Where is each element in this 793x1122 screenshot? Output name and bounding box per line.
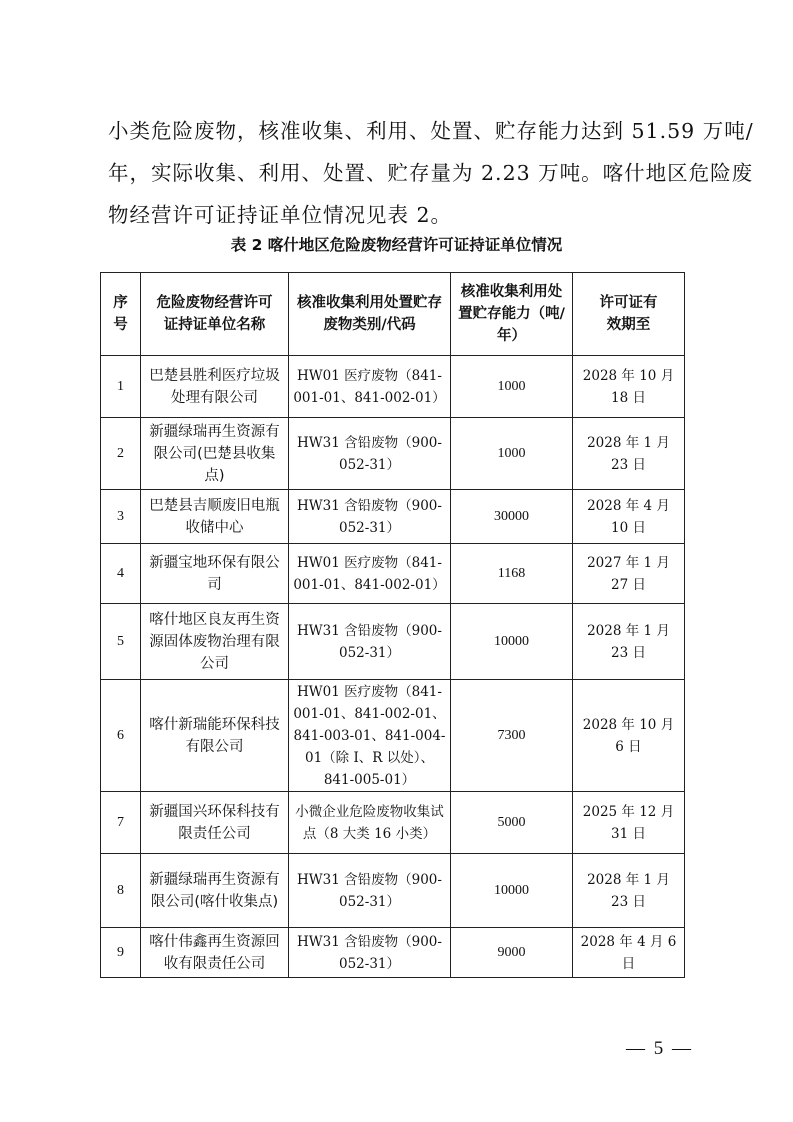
waste-category: HW31 含铅废物（900-052-31） bbox=[289, 928, 451, 978]
capacity: 7300 bbox=[451, 680, 573, 792]
header-unit-name: 危险废物经营许可证持证单位名称 bbox=[141, 273, 289, 356]
waste-category: HW31 含铅废物（900-052-31） bbox=[289, 854, 451, 928]
table-row bbox=[101, 418, 685, 490]
row-index: 9 bbox=[101, 928, 141, 978]
waste-category: 小微企业危险废物收集试点（8 大类 16 小类） bbox=[289, 792, 451, 854]
expiry-date: 2028 年 4 月 6 日 bbox=[573, 928, 685, 978]
unit-name: 喀什伟鑫再生资源回收有限责任公司 bbox=[141, 928, 289, 978]
row-index: 4 bbox=[101, 544, 141, 604]
table-row bbox=[101, 490, 685, 544]
capacity: 1000 bbox=[451, 418, 573, 490]
license-table bbox=[100, 272, 685, 978]
row-index: 3 bbox=[101, 490, 141, 544]
unit-name: 新疆国兴环保科技有限责任公司 bbox=[141, 792, 289, 854]
table-row bbox=[101, 854, 685, 928]
unit-name: 喀什地区良友再生资源固体废物治理有限公司 bbox=[141, 604, 289, 680]
waste-category: HW01 医疗废物（841-001-01、841-002-01） bbox=[289, 356, 451, 418]
table-row bbox=[101, 792, 685, 854]
header-expiry: 许可证有效期至 bbox=[573, 273, 685, 356]
waste-category: HW31 含铅废物（900-052-31） bbox=[289, 604, 451, 680]
table-row bbox=[101, 680, 685, 792]
unit-name: 喀什新瑞能环保科技有限公司 bbox=[141, 680, 289, 792]
expiry-date: 2025 年 12 月 31 日 bbox=[573, 792, 685, 854]
header-capacity: 核准收集利用处置贮存能力（吨/年） bbox=[451, 273, 573, 356]
waste-category: HW31 含铅废物（900-052-31） bbox=[289, 418, 451, 490]
table-row bbox=[101, 604, 685, 680]
row-index: 1 bbox=[101, 356, 141, 418]
header-index: 序号 bbox=[101, 273, 141, 356]
waste-category: HW01 医疗废物（841-001-01、841-002-01） bbox=[289, 544, 451, 604]
expiry-date: 2028 年 1 月 23 日 bbox=[573, 604, 685, 680]
body-paragraph bbox=[108, 110, 754, 236]
row-index: 5 bbox=[101, 604, 141, 680]
table-row bbox=[101, 356, 685, 418]
row-index: 2 bbox=[101, 418, 141, 490]
unit-name: 新疆宝地环保有限公司 bbox=[141, 544, 289, 604]
row-index: 7 bbox=[101, 792, 141, 854]
waste-category: HW31 含铅废物（900-052-31） bbox=[289, 490, 451, 544]
capacity: 1168 bbox=[451, 544, 573, 604]
table-caption: 表 2 喀什地区危险废物经营许可证持证单位情况 bbox=[230, 236, 563, 254]
table-header-row bbox=[101, 273, 685, 356]
unit-name: 新疆绿瑞再生资源有限公司(巴楚县收集点) bbox=[141, 418, 289, 490]
unit-name: 巴楚县胜利医疗垃圾处理有限公司 bbox=[141, 356, 289, 418]
unit-name: 巴楚县吉顺废旧电瓶收储中心 bbox=[141, 490, 289, 544]
paragraph-line: 物经营许可证持证单位情况见表 2。 bbox=[108, 203, 453, 227]
capacity: 10000 bbox=[451, 604, 573, 680]
table-row bbox=[101, 544, 685, 604]
expiry-date: 2028 年 4 月 10 日 bbox=[573, 490, 685, 544]
row-index: 6 bbox=[101, 680, 141, 792]
page-number: — 5 — bbox=[626, 1038, 693, 1059]
unit-name: 新疆绿瑞再生资源有限公司(喀什收集点) bbox=[141, 854, 289, 928]
table-row bbox=[101, 928, 685, 978]
header-category: 核准收集利用处置贮存废物类别/代码 bbox=[289, 273, 451, 356]
row-index: 8 bbox=[101, 854, 141, 928]
capacity: 1000 bbox=[451, 356, 573, 418]
capacity: 9000 bbox=[451, 928, 573, 978]
waste-category: HW01 医疗废物（841-001-01、841-002-01、841-003-01、841-004-01（除 I、R 以处）、841-005-01） bbox=[289, 680, 451, 792]
expiry-date: 2028 年 1 月 23 日 bbox=[573, 418, 685, 490]
paragraph-line: 小类危险废物，核准收集、利用、处置、贮存能力达到 51.59 万吨/ bbox=[108, 119, 754, 143]
expiry-date: 2027 年 1 月 27 日 bbox=[573, 544, 685, 604]
expiry-date: 2028 年 10 月 18 日 bbox=[573, 356, 685, 418]
capacity: 10000 bbox=[451, 854, 573, 928]
expiry-date: 2028 年 1 月 23 日 bbox=[573, 854, 685, 928]
expiry-date: 2028 年 10 月 6 日 bbox=[573, 680, 685, 792]
capacity: 30000 bbox=[451, 490, 573, 544]
capacity: 5000 bbox=[451, 792, 573, 854]
paragraph-line: 年，实际收集、利用、处置、贮存量为 2.23 万吨。喀什地区危险废 bbox=[108, 161, 754, 185]
